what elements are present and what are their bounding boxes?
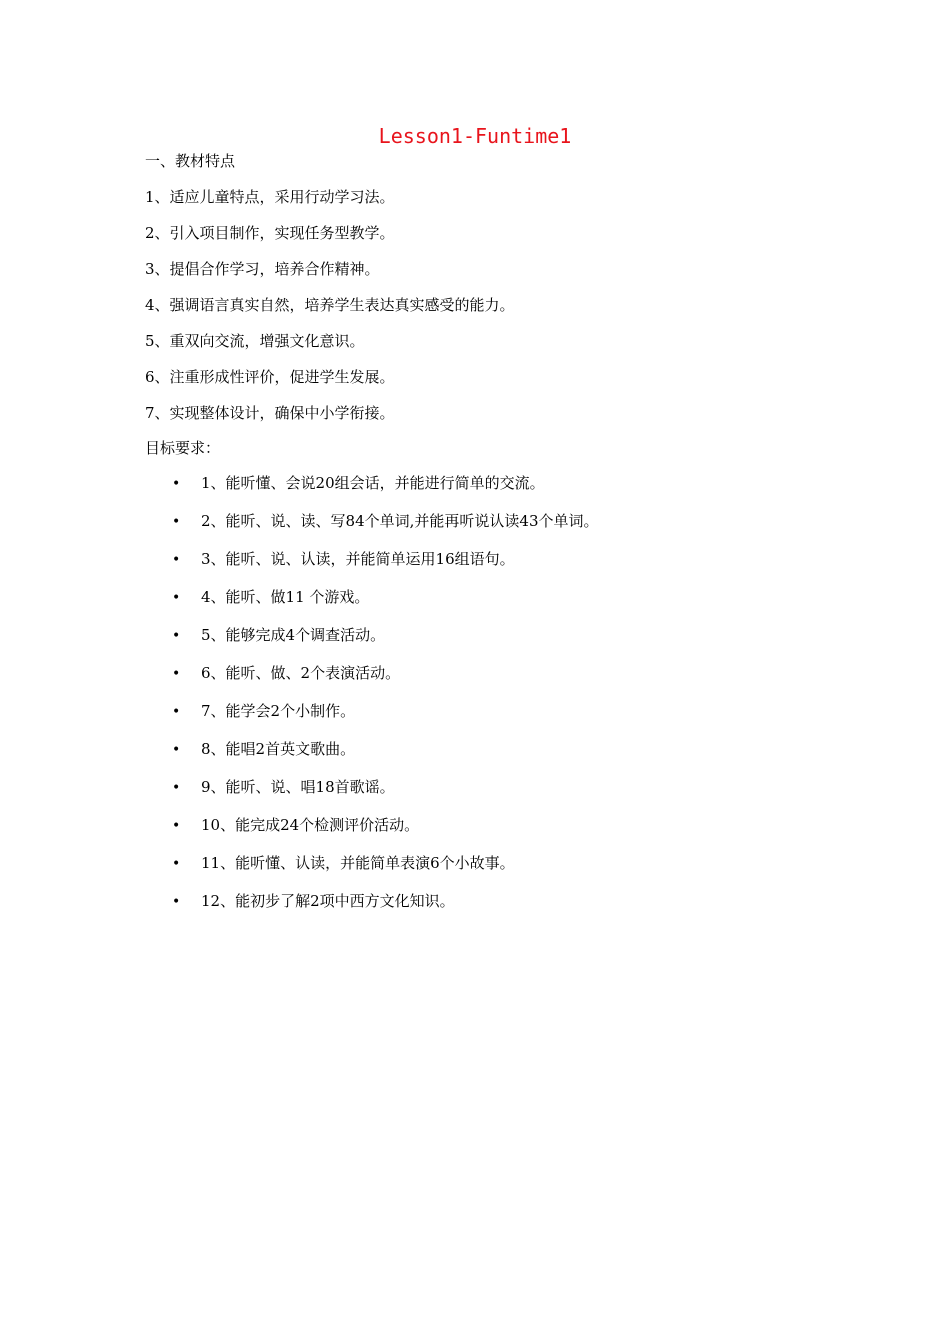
feature-item: 6、注重形成性评价，促进学生发展。 bbox=[145, 368, 395, 386]
section-heading: 一、教材特点 bbox=[145, 152, 236, 170]
bullet-icon: • bbox=[172, 894, 181, 910]
feature-item: 5、重双向交流，增强文化意识。 bbox=[145, 332, 365, 350]
bullet-icon: • bbox=[172, 856, 181, 872]
goal-text: 3、能听、说、认读，并能简单运用16组语句。 bbox=[201, 550, 515, 568]
goal-text: 6、能听、做、2个表演活动。 bbox=[201, 664, 401, 682]
bullet-icon: • bbox=[172, 590, 181, 606]
bullet-icon: • bbox=[172, 514, 181, 530]
goal-text: 7、能学会2个小制作。 bbox=[201, 702, 356, 720]
bullet-icon: • bbox=[172, 666, 181, 682]
goal-item bbox=[172, 663, 599, 701]
goal-item bbox=[172, 853, 599, 891]
goals-label: 目标要求： bbox=[145, 439, 221, 457]
goal-text: 4、能听、做11 个游戏。 bbox=[201, 588, 370, 606]
bullet-icon: • bbox=[172, 628, 181, 644]
goal-text: 1、能听懂、会说20组会话，并能进行简单的交流。 bbox=[201, 474, 545, 492]
feature-item: 7、实现整体设计，确保中小学衔接。 bbox=[145, 404, 395, 422]
goal-text: 10、能完成24个检测评价活动。 bbox=[201, 816, 420, 834]
bullet-icon: • bbox=[172, 780, 181, 796]
feature-item: 1、适应儿童特点，采用行动学习法。 bbox=[145, 188, 395, 206]
bullet-icon: • bbox=[172, 818, 181, 834]
goal-item bbox=[172, 891, 599, 929]
goal-text: 9、能听、说、唱18首歌谣。 bbox=[201, 778, 395, 796]
bullet-icon: • bbox=[172, 552, 181, 568]
goal-text: 8、能唱2首英文歌曲。 bbox=[201, 740, 356, 758]
feature-list bbox=[145, 187, 515, 439]
goal-text: 12、能初步了解2项中西方文化知识。 bbox=[201, 892, 455, 910]
bullet-icon: • bbox=[172, 704, 181, 720]
document-title: Lesson1-Funtime1 bbox=[378, 124, 572, 148]
goal-item bbox=[172, 587, 599, 625]
feature-item: 3、提倡合作学习，培养合作精神。 bbox=[145, 260, 380, 278]
goal-item bbox=[172, 739, 599, 777]
goal-item bbox=[172, 511, 599, 549]
goal-text: 2、能听、说、读、写84个单词,并能再听说认读43个单词。 bbox=[201, 512, 599, 530]
goal-item bbox=[172, 473, 599, 511]
goal-item bbox=[172, 625, 599, 663]
feature-item: 2、引入项目制作，实现任务型教学。 bbox=[145, 224, 395, 242]
goal-text: 11、能听懂、认读，并能简单表演6个小故事。 bbox=[201, 854, 515, 872]
goal-item bbox=[172, 701, 599, 739]
feature-item: 4、强调语言真实自然，培养学生表达真实感受的能力。 bbox=[145, 296, 515, 314]
goal-item bbox=[172, 549, 599, 587]
goal-item bbox=[172, 815, 599, 853]
goal-list bbox=[172, 473, 599, 929]
goal-item bbox=[172, 777, 599, 815]
goal-text: 5、能够完成4个调查活动。 bbox=[201, 626, 386, 644]
bullet-icon: • bbox=[172, 476, 181, 492]
bullet-icon: • bbox=[172, 742, 181, 758]
